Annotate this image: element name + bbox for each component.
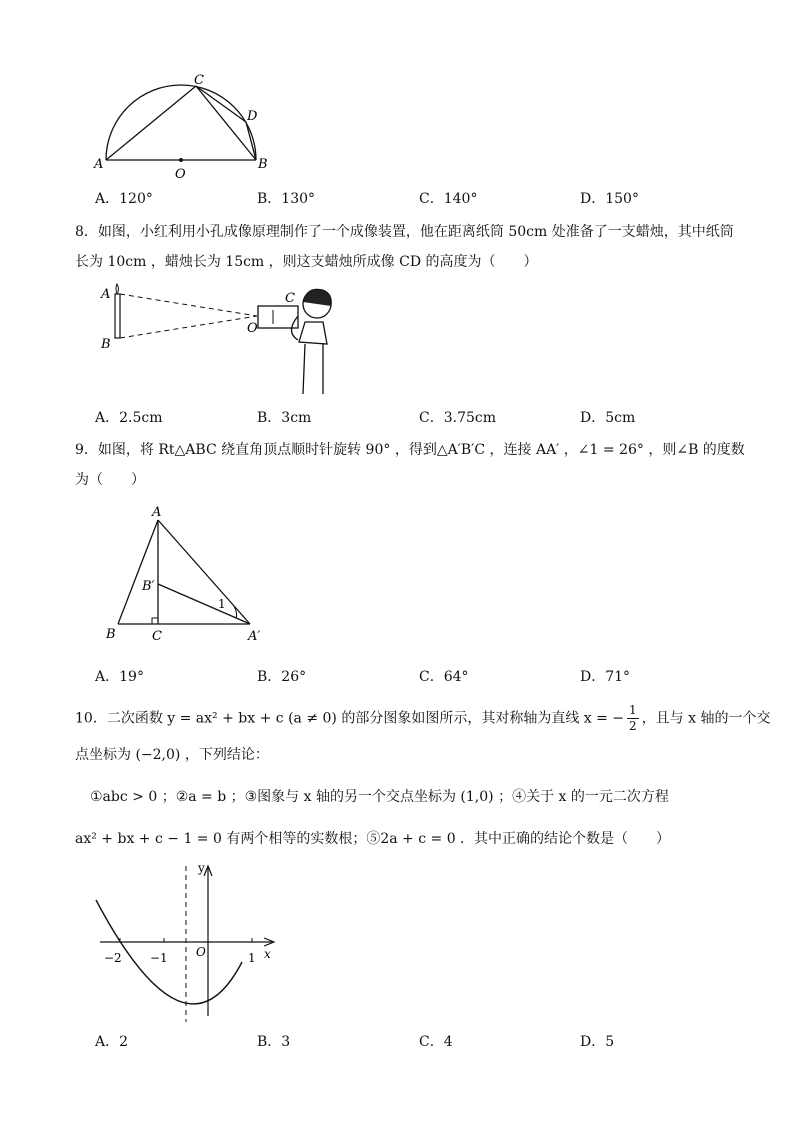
q7-chord-ac xyxy=(106,86,196,160)
q10-stem-line-1 xyxy=(75,703,770,734)
q10-label-1: 1 xyxy=(248,951,256,965)
q9-stem-line-1: 9．如图，将 Rt△ABC 绕直角顶点顺时针旋转 90° ，得到△A′B′C ，连接 AA′ ，∠1 = 26° ，则∠B 的度数 xyxy=(75,442,745,458)
q8-figure xyxy=(95,282,355,402)
q8-candle xyxy=(115,294,120,338)
q9-stem-line-2: 为（ ） xyxy=(75,472,145,488)
q7-semicircle-arc xyxy=(106,85,256,160)
q9-side-aa1 xyxy=(158,520,250,624)
q10-label-neg1: −1 xyxy=(150,951,168,965)
q10-stem-line-4: ax² + bx + c − 1 = 0 有两个相等的实数根；⑤2a + c = 0 ．其中正确的结论个数是（ ） xyxy=(75,831,671,847)
q10-option-c: C．4 xyxy=(419,1034,453,1050)
q7-figure xyxy=(90,72,290,182)
q9-label-b: B xyxy=(106,627,116,642)
q9-option-b: B．26° xyxy=(257,669,307,685)
q7-label-o: O xyxy=(175,167,186,182)
q8-ray-bottom xyxy=(120,316,257,338)
q9-label-b1: B′ xyxy=(142,579,155,594)
q10-graph xyxy=(92,862,282,1022)
q10-label-neg2: −2 xyxy=(104,951,122,965)
q8-ray-top xyxy=(120,294,257,316)
q9-label-c: C xyxy=(152,629,162,644)
q8-candle-flame xyxy=(116,284,119,294)
q8-option-d: D．5cm xyxy=(580,410,636,426)
q7-label-a: A xyxy=(94,157,104,172)
q9-figure xyxy=(100,500,280,650)
q10-fraction xyxy=(627,703,639,734)
q10-option-a: A．2 xyxy=(95,1034,129,1050)
q8-person-leg-left xyxy=(303,344,305,394)
q10-stem-line-1-tail: ，且与 x 轴的一个交 xyxy=(641,710,771,727)
q8-label-a: A xyxy=(101,287,111,302)
q7-option-b: B．130° xyxy=(257,191,316,207)
q10-label-y: y xyxy=(198,861,205,875)
q10-option-b: B．3 xyxy=(257,1034,291,1050)
q7-label-d: D xyxy=(247,109,258,124)
q7-label-c: C xyxy=(194,73,204,88)
q8-stem-line-1: 8．如图，小红利用小孔成像原理制作了一个成像装置，他在距离纸筒 50cm 处准备了一支蜡烛，其中纸筒 xyxy=(75,224,734,240)
q8-option-b: B．3cm xyxy=(257,410,312,426)
q7-option-d: D．150° xyxy=(580,191,639,207)
q8-label-c: C xyxy=(285,291,295,306)
q7-label-b: B xyxy=(258,157,268,172)
q8-option-c: C．3.75cm xyxy=(419,410,497,426)
q8-stem-line-2: 长为 10cm ，蜡烛长为 15cm ，则这支蜡烛所成像 CD 的高度为（ ） xyxy=(75,254,538,270)
q7-option-a: A．120° xyxy=(95,191,153,207)
q9-label-a1: A′ xyxy=(248,629,261,644)
q10-option-d: D．5 xyxy=(580,1034,615,1050)
q9-label-angle-1: 1 xyxy=(218,597,226,611)
q10-label-x: x xyxy=(264,947,271,961)
q10-fraction-num: 1 xyxy=(629,703,637,717)
q9-option-c: C．64° xyxy=(419,669,469,685)
q8-person-body xyxy=(299,322,327,344)
q10-label-origin: O xyxy=(196,945,206,959)
q10-stem-line-1-text: 10．二次函数 y = ax² + bx + c (a ≠ 0) 的部分图象如图所示，其对称轴为直线 x = − xyxy=(75,710,625,727)
q9-option-a: A．19° xyxy=(95,669,144,685)
q10-fraction-den: 2 xyxy=(629,719,637,733)
q9-option-d: D．71° xyxy=(580,669,631,685)
q8-label-b: B xyxy=(101,337,111,352)
q8-option-a: A．2.5cm xyxy=(95,410,163,426)
q7-center-dot xyxy=(179,158,183,162)
q9-label-a: A xyxy=(152,505,162,520)
q7-option-c: C．140° xyxy=(419,191,478,207)
q10-stem-line-3: ①abc > 0 ；②a = b ；③图象与 x 轴的另一个交点坐标为 (1,0) ；④关于 x 的一元二次方程 xyxy=(90,789,669,805)
q9-right-angle-mark xyxy=(152,618,158,624)
q8-label-o: O xyxy=(247,321,258,336)
q10-stem-line-2: 点坐标为 (−2,0) ，下列结论： xyxy=(75,747,269,763)
q9-side-ab xyxy=(118,520,158,624)
